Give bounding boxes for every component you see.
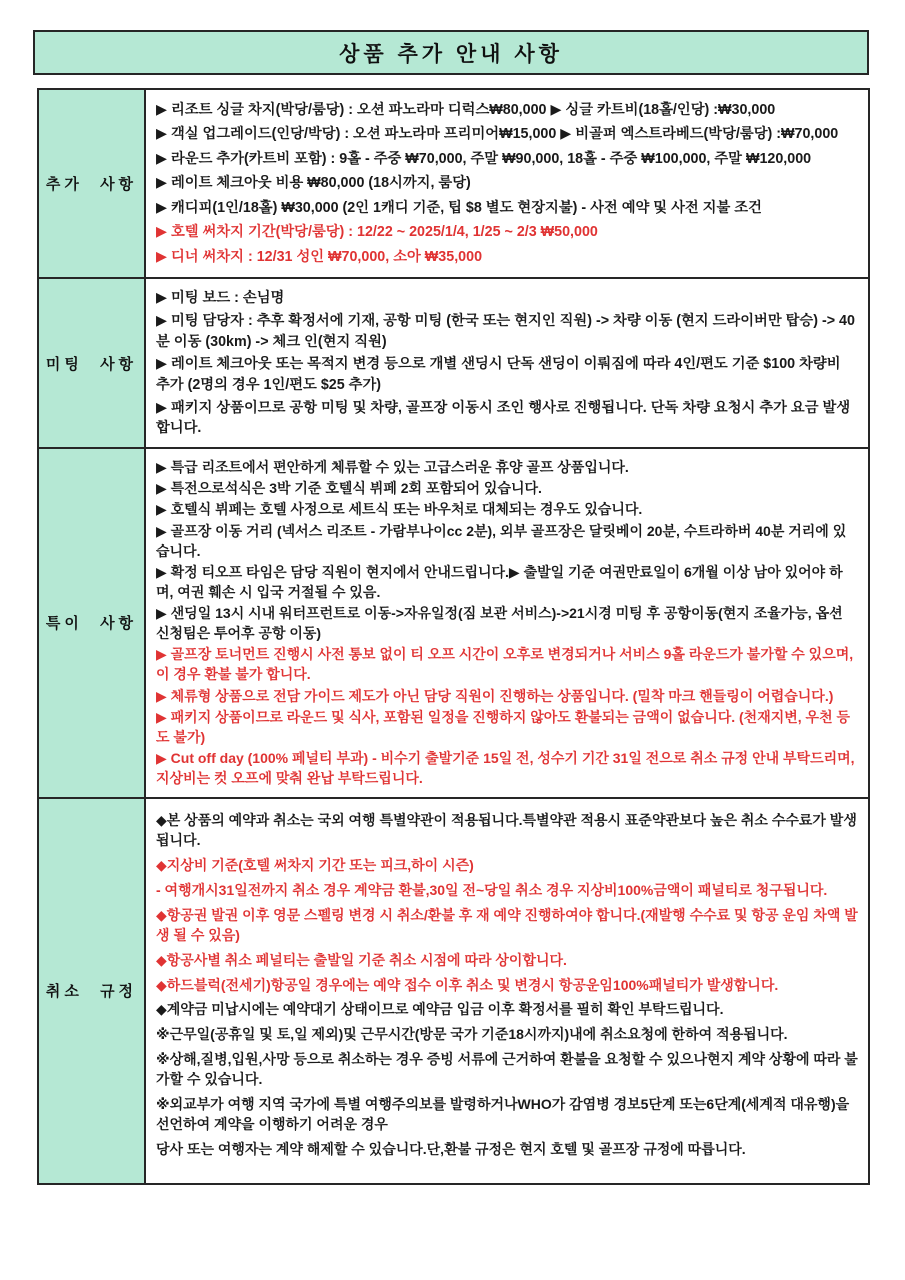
- notice-line: ▶ 샌딩일 13시 시내 워터프런트로 이동->자유일정(짐 보관 서비스)->21시경 미팅 후 공항이동(현지 조율가능, 옵션 신청팀은 투어후 공항 이동): [156, 605, 843, 642]
- notice-line: ※근무일(공휴일 및 토,일 제외)및 근무시간(방문 국가 기준18시까지)내에 취소요청에 한하여 적용됩니다.: [156, 1026, 788, 1043]
- info-table: [37, 88, 870, 1185]
- notice-line: ◆항공사별 취소 페널티는 출발일 기준 취소 시점에 따라 상이합니다.: [156, 951, 567, 968]
- section-label: 추가 사항: [39, 90, 146, 277]
- notice-line: ◆항공권 발권 이후 영문 스펠링 변경 시 취소/환불 후 재 예약 진행하여야 합니다.(재발행 수수료 및 항공 운임 차액 발생 될 수 있음): [156, 906, 858, 944]
- notice-line: ◆계약금 미납시에는 예약대기 상태이므로 예약금 입금 이후 확정서를 필히 확인 부탁드립니다.: [156, 1001, 724, 1018]
- notice-line: ※상해,질병,입원,사망 등으로 취소하는 경우 증빙 서류에 근거하여 환불을 요청할 수 있으나현지 계약 상황에 따라 불가할 수 있습니다.: [156, 1051, 858, 1088]
- notice-line: ◆지상비 기준(호텔 써차지 기간 또는 피크,하이 시즌): [156, 857, 474, 874]
- notice-line: ◆본 상품의 예약과 취소는 국외 여행 특별약관이 적용됩니다.특별약관 적용시 표준약관보다 높은 취소 수수료가 발생됩니다.: [156, 812, 857, 849]
- section-label: 미팅 사항: [39, 279, 146, 447]
- notice-line: ▶ 체류형 상품으로 전담 가이드 제도가 아닌 담당 직원이 진행하는 상품입니다. (밀착 마크 핸들링이 어렵습니다.): [156, 687, 834, 704]
- notice-line: ▶ 특급 리조트에서 편안하게 체류할 수 있는 고급스러운 휴양 골프 상품입니다.: [156, 458, 629, 475]
- notice-line: ▶ 확정 티오프 타임은 담당 직원이 현지에서 안내드립니다.▶ 출발일 기준 여권만료일이 6개월 이상 남아 있어야 하며, 여권 훼손 시 입국 거절될 수 있음.: [156, 563, 843, 600]
- notice-line: ▶ 미팅 담당자 : 추후 확정서에 기재, 공항 미팅 (한국 또는 현지인 직원) -> 차량 이동 (현지 드라이버만 탑승) -> 40분 이동 (30km) -> 체크 인(현지 직원): [156, 312, 855, 350]
- notice-line: ※외교부가 여행 지역 국가에 특별 여행주의보를 발령하거나WHO가 감염병 경보5단계 또는6단계(세계적 대유행)을 선언하여 계약을 이행하기 어려운 경우: [156, 1096, 850, 1133]
- notice-line: ▶ 골프장 이동 거리 (넥서스 리조트 - 가람부나이cc 2분), 외부 골프장은 달릿베이 20분, 수트라하버 40분 거리에 있습니다.: [156, 522, 847, 559]
- section-content: [146, 279, 868, 447]
- notice-line: ▶ 호텔 써차지 기간(박당/룸당) : 12/22 ~ 2025/1/4, 1/25 ~ 2/3 ₩50,000: [156, 224, 598, 241]
- section-label: 취소 규정: [39, 799, 146, 1183]
- notice-line: ▶ 객실 업그레이드(인당/박당) : 오션 파노라마 프리미어₩15,000 ▶ 비골퍼 엑스트라베드(박당/룸당) :₩70,000: [156, 126, 839, 143]
- notice-line: ▶ 캐디피(1인/18홀) ₩30,000 (2인 1캐디 기준, 팁 $8 별도 현장지불) - 사전 예약 및 사전 지불 조건: [156, 199, 762, 216]
- notice-line: - 여행개시31일전까지 취소 경우 계약금 환불,30일 전~당일 취소 경우 지상비100%금액이 패널티로 청구됩니다.: [156, 881, 828, 898]
- section-label: 특이 사항: [39, 449, 146, 797]
- notice-line: ▶ 디너 써차지 : 12/31 성인 ₩70,000, 소아 ₩35,000: [156, 248, 483, 265]
- notice-line: ▶ 패키지 상품이므로 공항 미팅 및 차량, 골프장 이동시 조인 행사로 진행됩니다. 단독 차량 요청시 추가 요금 발생합니다.: [156, 399, 851, 437]
- table-row: [39, 447, 868, 797]
- notice-line: ▶ 패키지 상품이므로 라운드 및 식사, 포함된 일정을 진행하지 않아도 환불되는 금액이 없습니다. (천재지변, 우천 등도 불가): [156, 709, 851, 745]
- notice-line: ▶ 미팅 보드 : 손님명: [156, 290, 285, 307]
- page-title: 상품 추가 안내 사항: [339, 42, 563, 66]
- notice-line: ▶ 리조트 싱글 차지(박당/룸당) : 오션 파노라마 디럭스₩80,000 ▶ 싱글 카트비(18홀/인당) :₩30,000: [156, 102, 776, 118]
- notice-line: ▶ 호텔식 뷔페는 호텔 사정으로 세트식 또는 바우처로 대체되는 경우도 있습니다.: [156, 501, 643, 518]
- notice-line: ▶ 레이트 체크아웃 또는 목적지 변경 등으로 개별 샌딩시 단독 샌딩이 이뤄짐에 따라 4인/편도 기준 $100 차량비 추가 (2명의 경우 1인/편도 $25 추가): [156, 356, 841, 393]
- notice-line: ◆하드블럭(전세기)항공일 경우에는 예약 접수 이후 취소 및 변경시 항공운임100%패널티가 발생합니다.: [156, 976, 779, 993]
- title-banner: [33, 30, 869, 75]
- table-row: [39, 277, 868, 447]
- notice-line: ▶ 특전으로석식은 3박 기준 호텔식 뷔페 2회 포함되어 있습니다.: [156, 479, 542, 496]
- notice-line: 당사 또는 여행자는 계약 해제할 수 있습니다.단,환불 규정은 현지 호텔 및 골프장 규정에 따릅니다.: [156, 1141, 746, 1158]
- notice-line: ▶ 골프장 토너먼트 진행시 사전 통보 없이 티 오프 시간이 오후로 변경되거나 서비스 9홀 라운드가 불가할 수 있으며, 이 경우 환불 불가 합니다.: [156, 646, 854, 683]
- notice-line: ▶ Cut off day (100% 페널티 부과) - 비수기 출발기준 15일 전, 성수기 기간 31일 전으로 취소 규정 안내 부탁드리며,지상비는 컷 오프에 맞춰 완납 부탁드립니다.: [156, 750, 855, 787]
- notice-line: ▶ 라운드 추가(카트비 포함) : 9홀 - 주중 ₩70,000, 주말 ₩90,000, 18홀 - 주중 ₩100,000, 주말 ₩120,000: [156, 150, 812, 167]
- section-content: [146, 799, 868, 1183]
- table-row: [39, 797, 868, 1183]
- notice-line: ▶ 레이트 체크아웃 비용 ₩80,000 (18시까지, 룸당): [156, 175, 471, 192]
- section-content: [146, 449, 868, 797]
- section-content: [146, 90, 868, 277]
- table-row: [39, 90, 868, 277]
